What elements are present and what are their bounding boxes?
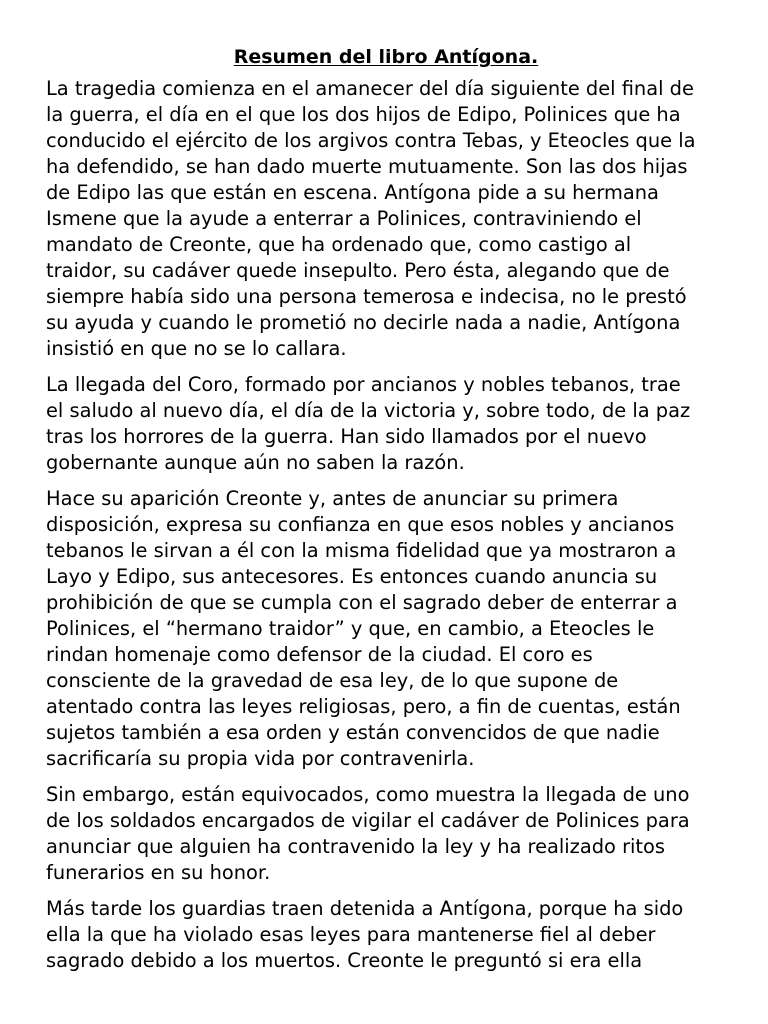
text-line: el saludo al nuevo día, el día de la victoria y, sobre todo, de la paz [46,399,691,422]
text-line: Hace su aparición Creonte y, antes de anunciar su primera [46,487,619,510]
text-line: anunciar que alguien ha contravenido la ley y ha realizado ritos [46,835,665,858]
text-line: siempre había sido una persona temerosa e indecisa, no le prestó [46,285,687,308]
text-line: sacrificaría su propia vida por contravenirla. [46,747,475,770]
text-line: Layo y Edipo, sus antecesores. Es entonces cuando anuncia su [46,565,658,588]
text-line: ella la que ha violado esas leyes para mantenerse fiel al deber [46,923,656,946]
text-line: conducido el ejército de los argivos contra Tebas, y Eteocles que la [46,129,696,152]
text-line: disposición, expresa su confianza en que esos nobles y ancianos [46,513,675,536]
paragraph [46,782,726,886]
document-body [46,76,726,974]
text-line: Ismene que la ayude a enterrar a Polinices, contraviniendo el [46,207,642,230]
text-line: de los soldados encargados de vigilar el cadáver de Polinices para [46,809,690,832]
paragraph [46,896,726,974]
text-line: funerarios en su honor. [46,861,271,884]
document-page [46,44,726,984]
text-line: La tragedia comienza en el amanecer del día siguiente del final de [46,77,694,100]
text-line: La llegada del Coro, formado por ancianos y nobles tebanos, trae [46,373,681,396]
paragraph [46,372,726,476]
text-line: su ayuda y cuando le prometió no decirle nada a nadie, Antígona [46,311,681,334]
text-line: tras los horrores de la guerra. Han sido llamados por el nuevo [46,425,647,448]
text-line: Más tarde los guardias traen detenida a Antígona, porque ha sido [46,897,684,920]
text-line: tebanos le sirvan a él con la misma fidelidad que ya mostraron a [46,539,677,562]
text-line: consciente de la gravedad de esa ley, de lo que supone de [46,669,619,692]
text-line: sujetos también a esa orden y están convencidos de que nadie [46,721,660,744]
text-line: de Edipo las que están en escena. Antígona pide a su hermana [46,181,659,204]
paragraph [46,76,726,362]
text-line: gobernante aunque aún no saben la razón. [46,451,465,474]
text-line: insistió en que no se lo callara. [46,337,347,360]
text-line: la guerra, el día en el que los dos hijos de Edipo, Polinices que ha [46,103,681,126]
text-line: traidor, su cadáver quede insepulto. Pero ésta, alegando que de [46,259,670,282]
text-line: mandato de Creonte, que ha ordenado que, como castigo al [46,233,632,256]
text-line: Polinices, el “hermano traidor” y que, en cambio, a Eteocles le [46,617,655,640]
text-line: Sin embargo, están equivocados, como muestra la llegada de uno [46,783,690,806]
text-line: sagrado debido a los muertos. Creonte le preguntó si era ella [46,949,643,972]
document-title: Resumen del libro Antígona. [233,46,539,68]
text-line: atentado contra las leyes religiosas, pero, a fin de cuentas, están [46,695,681,718]
text-line: ha defendido, se han dado muerte mutuamente. Son las dos hijas [46,155,688,178]
text-line: rindan homenaje como defensor de la ciudad. El coro es [46,643,593,666]
paragraph [46,486,726,772]
text-line: prohibición de que se cumpla con el sagrado deber de enterrar a [46,591,678,614]
